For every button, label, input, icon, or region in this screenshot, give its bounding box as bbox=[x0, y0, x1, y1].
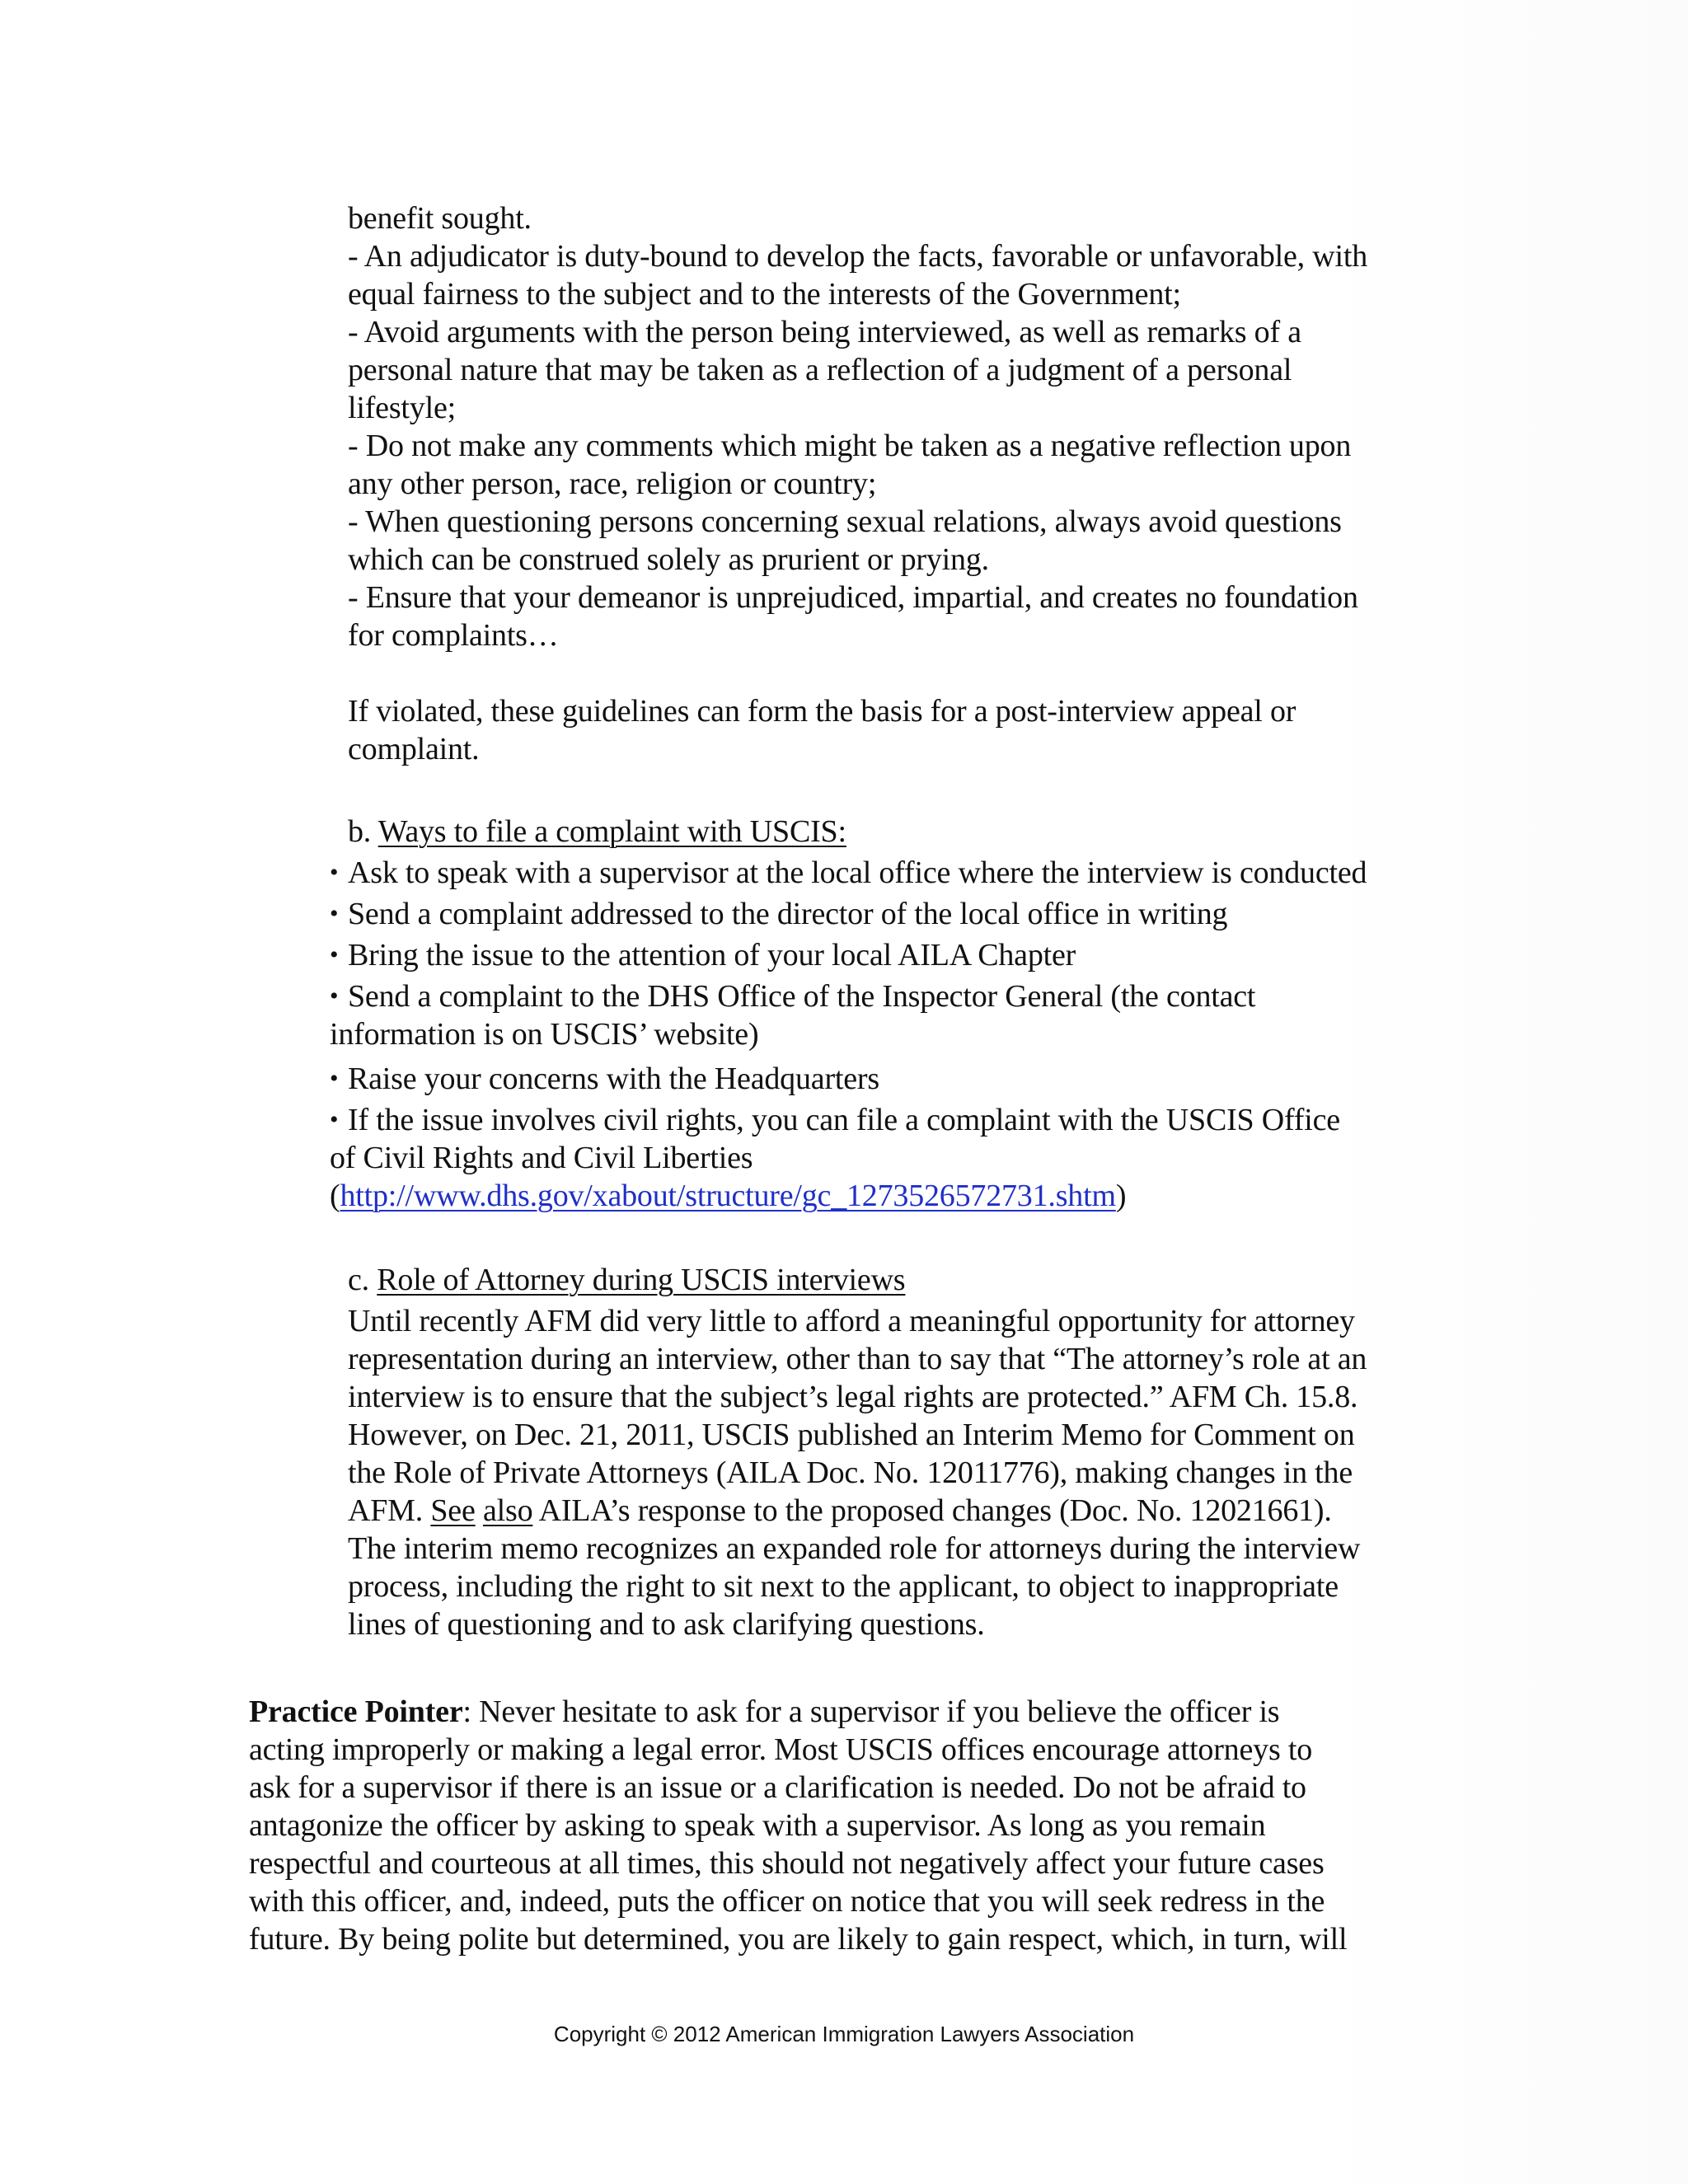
guideline-line: personal nature that may be taken as a reflection of a judgment of a personal bbox=[348, 353, 1292, 387]
see-line-after: AILA’s response to the proposed changes (Doc. No. 12021661). bbox=[532, 1493, 1332, 1528]
bullet-icon: • bbox=[330, 1065, 339, 1092]
complaint-list-item bbox=[330, 977, 1255, 1015]
dhs-civil-rights-link[interactable]: http://www.dhs.gov/xabout/structure/gc_1273526572731.shtm bbox=[340, 1179, 1116, 1213]
guideline-line: - Ensure that your demeanor is unprejudiced, impartial, and creates no foundation bbox=[348, 580, 1358, 615]
section-c-line: representation during an interview, other than to say that “The attorney’s role at an bbox=[348, 1342, 1367, 1376]
guideline-line: lifestyle; bbox=[348, 391, 456, 425]
see-text: See bbox=[430, 1493, 476, 1528]
practice-pointer-first-line bbox=[249, 1693, 1279, 1731]
guideline-line: equal fairness to the subject and to the interests of the Government; bbox=[348, 277, 1181, 312]
practice-pointer-text: : Never hesitate to ask for a supervisor if you believe the officer is bbox=[462, 1694, 1280, 1729]
section-c-title: Role of Attorney during USCIS interviews bbox=[377, 1263, 906, 1297]
bullet-icon: • bbox=[330, 1106, 339, 1133]
guideline-line: any other person, race, religion or country; bbox=[348, 466, 877, 501]
list-item-text: Send a complaint addressed to the director of the local office in writing bbox=[348, 897, 1228, 931]
list-item-text: If the issue involves civil rights, you can file a complaint with the USCIS Office bbox=[348, 1103, 1340, 1137]
section-b-prefix: b. bbox=[348, 814, 378, 849]
see-line-before: AFM. bbox=[348, 1493, 431, 1528]
practice-pointer-label: Practice Pointer bbox=[249, 1694, 463, 1729]
list-item-continuation: of Civil Rights and Civil Liberties bbox=[330, 1141, 753, 1175]
section-c-heading bbox=[348, 1261, 905, 1299]
practice-pointer-line: with this officer, and, indeed, puts the officer on notice that you will seek redress in the bbox=[249, 1884, 1325, 1919]
section-c-line: The interim memo recognizes an expanded role for attorneys during the interview bbox=[348, 1531, 1361, 1566]
section-c-see-also-line bbox=[348, 1492, 1332, 1530]
list-item-continuation: information is on USCIS’ website) bbox=[330, 1017, 759, 1052]
list-item-text: Bring the issue to the attention of your local AILA Chapter bbox=[348, 938, 1076, 972]
guideline-line: - When questioning persons concerning sexual relations, always avoid questions bbox=[348, 504, 1342, 539]
section-c-line: lines of questioning and to ask clarifying questions. bbox=[348, 1607, 985, 1642]
section-c-line: Until recently AFM did very little to afford a meaningful opportunity for attorney bbox=[348, 1304, 1355, 1338]
complaint-list-item bbox=[330, 1101, 1340, 1139]
guideline-line: - An adjudicator is duty-bound to develop the facts, favorable or unfavorable, with bbox=[348, 239, 1368, 274]
practice-pointer-line: antagonize the officer by asking to speak with a supervisor. As long as you remain bbox=[249, 1808, 1266, 1843]
guideline-line: for complaints… bbox=[348, 618, 559, 653]
section-b-title: Ways to file a complaint with USCIS: bbox=[377, 814, 846, 849]
bullet-icon: • bbox=[330, 900, 339, 927]
guideline-line: - Do not make any comments which might be taken as a negative reflection upon bbox=[348, 429, 1352, 463]
violation-note-line: complaint. bbox=[348, 732, 480, 766]
copyright-footer: Copyright © 2012 American Immigration Lawyers Association bbox=[553, 2022, 1135, 2046]
guideline-line: which can be construed solely as prurient or prying. bbox=[348, 542, 989, 577]
bullet-icon: • bbox=[330, 859, 339, 886]
guideline-line: - Avoid arguments with the person being interviewed, as well as remarks of a bbox=[348, 315, 1301, 349]
section-c-line: the Role of Private Attorneys (AILA Doc. No. 12011776), making changes in the bbox=[348, 1455, 1353, 1490]
list-item-text: Raise your concerns with the Headquarters bbox=[348, 1062, 879, 1096]
bullet-icon: • bbox=[330, 941, 339, 968]
see-space bbox=[476, 1493, 483, 1528]
section-c-line: process, including the right to sit next to the applicant, to object to inappropriate bbox=[348, 1569, 1339, 1604]
link-line bbox=[330, 1177, 1126, 1215]
section-c-line: interview is to ensure that the subject’s legal rights are protected.” AFM Ch. 15.8. bbox=[348, 1380, 1358, 1414]
section-c-prefix: c. bbox=[348, 1263, 377, 1297]
complaint-list-item bbox=[330, 1060, 879, 1098]
complaint-list-item bbox=[330, 854, 1367, 892]
body-text-line: benefit sought. bbox=[348, 201, 532, 236]
violation-note-line: If violated, these guidelines can form the basis for a post-interview appeal or bbox=[348, 694, 1296, 729]
practice-pointer-line: respectful and courteous at all times, this should not negatively affect your future cases bbox=[249, 1846, 1325, 1881]
link-close-paren: ) bbox=[1115, 1179, 1127, 1213]
complaint-list-item bbox=[330, 936, 1076, 974]
list-item-text: Ask to speak with a supervisor at the local office where the interview is conducted bbox=[348, 855, 1367, 890]
section-b-heading bbox=[348, 813, 846, 851]
link-open-paren: ( bbox=[330, 1179, 340, 1213]
complaint-list-item bbox=[330, 895, 1227, 933]
bullet-icon: • bbox=[330, 982, 339, 1010]
practice-pointer-line: future. By being polite but determined, you are likely to gain respect, which, in turn, will bbox=[249, 1922, 1348, 1957]
practice-pointer-line: ask for a supervisor if there is an issue or a clarification is needed. Do not be afraid to bbox=[249, 1770, 1306, 1805]
practice-pointer-line: acting improperly or making a legal error. Most USCIS offices encourage attorneys to bbox=[249, 1732, 1312, 1767]
section-c-line: However, on Dec. 21, 2011, USCIS published an Interim Memo for Comment on bbox=[348, 1418, 1355, 1452]
also-text: also bbox=[482, 1493, 533, 1528]
list-item-text: Send a complaint to the DHS Office of the Inspector General (the contact bbox=[348, 979, 1256, 1014]
